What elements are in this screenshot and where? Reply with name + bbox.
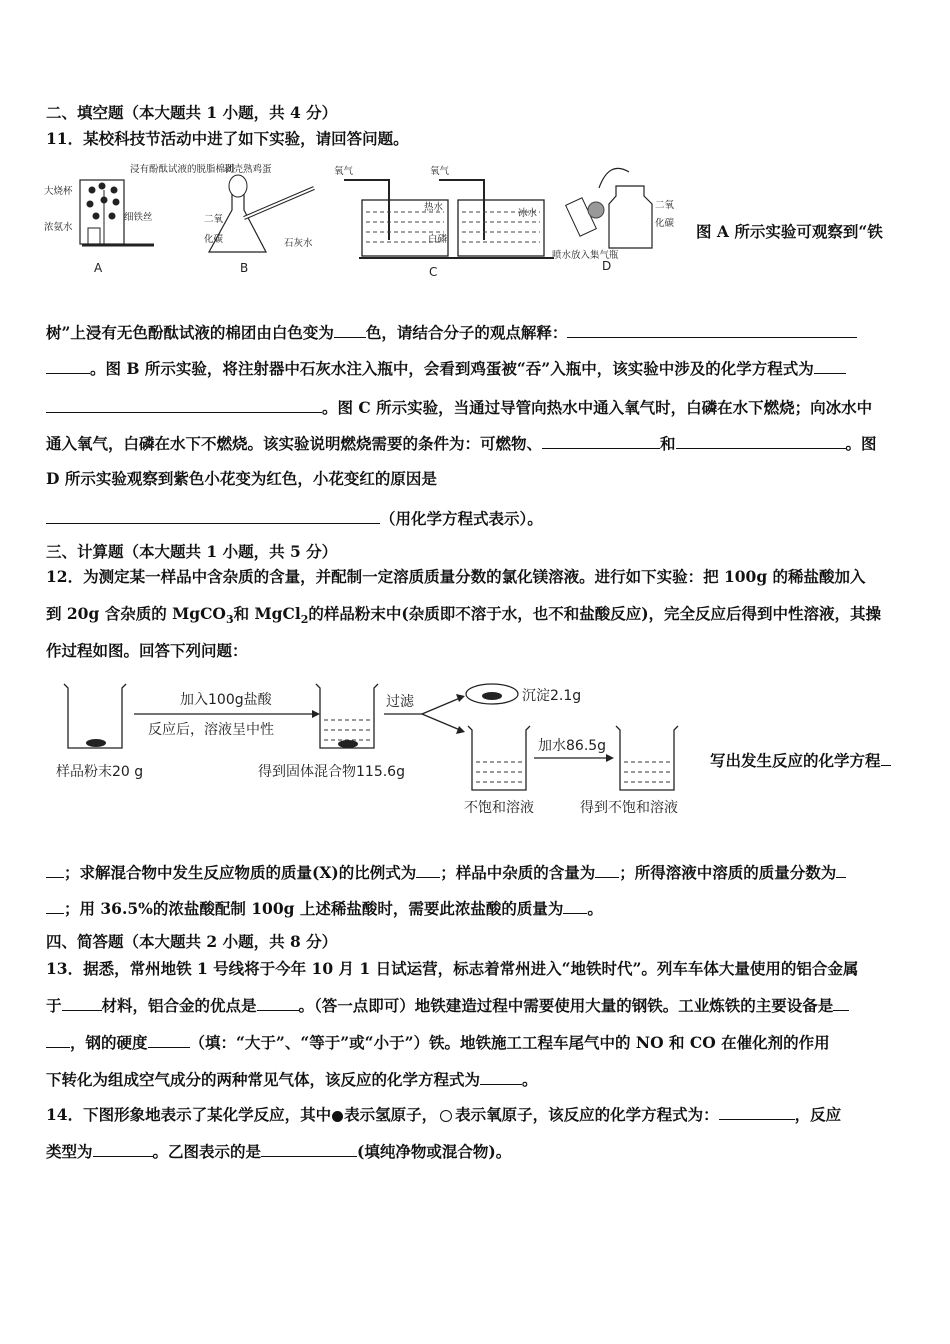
- q14-line1: 14．下图形象地表示了某化学反应，其中 表示氢原子， 表示氧原子，该反应的化学方程式为： ，反应: [46, 1105, 842, 1124]
- fig-a-beaker-label: 大烧杯: [44, 186, 73, 197]
- section2-heading: 二、填空题（本大题共 1 小题，共 4 分）: [46, 103, 338, 122]
- fig-c-phosphorus-label: 白磷: [428, 234, 448, 245]
- fig-a-cotton-label: 浸有酚酞试液的脱脂棉团: [130, 164, 235, 175]
- flow-unsat2-label: 得到不饱和溶液: [580, 800, 678, 816]
- answer-blank[interactable]: [148, 1031, 190, 1048]
- q11-line2: 。图 B 所示实验，将注射器中石灰水注入瓶中，会看到鸡蛋被“吞”入瓶中，该实验中涉及的化学方程式为: [46, 357, 846, 380]
- answer-blank[interactable]: [46, 897, 64, 914]
- q12-side-text: 写出发生反应的化学方程: [710, 749, 891, 772]
- answer-blank[interactable]: [595, 861, 619, 878]
- flow-unsat1-label: 不饱和溶液: [464, 800, 534, 816]
- fig-d-co2-line2: 化碳: [655, 218, 675, 229]
- answer-blank[interactable]: [676, 432, 846, 449]
- answer-blank[interactable]: [833, 994, 849, 1011]
- q12-line1: 12．为测定某一样品中含杂质的含量，并配制一定溶质质量分数的氯化镁溶液。进行如下实验：把 100g 的稀盐酸加入: [46, 567, 866, 586]
- q13-line3: ，钢的硬度 （填：“大于”、“等于”或“小于”）铁。地铁施工工程车尾气中的 NO 和 CO 在催化剂的作用: [46, 1031, 830, 1054]
- q11-line6: （用化学方程式表示）。: [46, 507, 543, 530]
- hydrogen-atom-icon: [332, 1111, 343, 1122]
- flow-neutral-label: 反应后，溶液呈中性: [148, 722, 274, 738]
- figure-c: [334, 165, 554, 279]
- answer-blank[interactable]: [563, 897, 587, 914]
- answer-blank[interactable]: [836, 861, 846, 878]
- q14-line2: 类型为 。乙图表示的是 (填纯净物或混合物)。: [46, 1142, 512, 1161]
- flow-mixture-label: 得到固体混合物115.6g: [258, 764, 405, 780]
- q11-figures: [44, 160, 694, 285]
- flow-filter-label: 过滤: [386, 694, 414, 710]
- q12-line4: ；求解混合物中发生反应物质的质量(X)的比例式为 ；样品中杂质的含量为 ；所得溶液中溶质的质量分数为: [46, 861, 846, 884]
- q13-line2: 于 材料，铝合金的优点是 。（答一点即可）地铁建造过程中需要使用大量的钢铁。工业炼铁的主要设备是: [46, 994, 849, 1017]
- fig-c-label: C: [429, 265, 438, 279]
- fig-a-ammonia-label: 浓氨水: [44, 222, 73, 233]
- fig-b-co2-line1: 二氧: [204, 214, 224, 225]
- q13-line4: 下转化为组成空气成分的两种常见气体，该反应的化学方程式为 。: [46, 1070, 538, 1089]
- figure-d: [552, 168, 675, 273]
- answer-blank[interactable]: [62, 994, 102, 1011]
- q11-stem: 11．某校科技节活动中进了如下实验，请回答问题。: [46, 129, 409, 148]
- fig-d-co2-line1: 二氧: [655, 200, 675, 211]
- flow-sample-label: 样品粉末20 g: [56, 764, 144, 780]
- fig-b-egg-label: 剥壳熟鸡蛋: [224, 164, 272, 175]
- flow-precipitate-label: 沉淀2.1g: [522, 688, 582, 704]
- fig-c-o2-right: 氧气: [430, 166, 450, 177]
- fig-b-lime-label: 石灰水: [284, 238, 313, 249]
- section3-heading: 三、计算题（本大题共 1 小题，共 5 分）: [46, 542, 338, 561]
- section4-heading: 四、简答题（本大题共 2 小题，共 8 分）: [46, 932, 338, 951]
- answer-blank[interactable]: [881, 749, 891, 766]
- fig-d-label: D: [602, 259, 612, 273]
- q11-line3: 。图 C 所示实验，当通过导管向热水中通入氧气时，白磷在水下燃烧；向冰水中: [46, 396, 872, 419]
- fig-a-wire-label: 细铁丝: [124, 212, 153, 223]
- answer-blank[interactable]: [567, 321, 857, 338]
- answer-blank[interactable]: [46, 861, 64, 878]
- q11-line5: D 所示实验观察到紫色小花变为红色，小花变红的原因是: [46, 469, 437, 488]
- fig-a-label: A: [94, 261, 103, 275]
- fig-c-o2-left: 氧气: [334, 166, 354, 177]
- answer-blank[interactable]: [416, 861, 440, 878]
- q12-line3: 作过程如图。回答下列问题：: [46, 641, 248, 660]
- answer-blank[interactable]: [814, 357, 846, 374]
- q11-line4: 通入氧气，白磷在水下不燃烧。该实验说明燃烧需要的条件为：可燃物、 和 。图: [46, 434, 877, 453]
- answer-blank[interactable]: [480, 1068, 522, 1085]
- oxygen-atom-icon: [440, 1110, 452, 1122]
- flow-add-water-label: 加水86.5g: [538, 738, 607, 754]
- answer-blank[interactable]: [46, 507, 380, 524]
- answer-blank[interactable]: [93, 1140, 153, 1157]
- fig-c-ice-label: 冰水: [518, 208, 538, 219]
- figure-b: [204, 163, 314, 275]
- answer-blank[interactable]: [261, 1140, 357, 1157]
- fig-b-co2-line2: 化碳: [204, 234, 224, 245]
- q12-line5: ；用 36.5%的浓盐酸配制 100g 上述稀盐酸时，需要此浓盐酸的质量为 。: [46, 897, 603, 920]
- answer-blank[interactable]: [46, 357, 90, 374]
- q12-flow-diagram: [50, 676, 710, 826]
- answer-blank[interactable]: [334, 321, 366, 338]
- answer-blank[interactable]: [257, 994, 299, 1011]
- answer-blank[interactable]: [719, 1103, 795, 1120]
- answer-blank[interactable]: [46, 1031, 70, 1048]
- answer-blank[interactable]: [542, 432, 660, 449]
- fig-d-spray-label: 喷水放入集气瓶: [552, 250, 619, 261]
- fig-c-hotwater-label: 热水: [424, 202, 444, 213]
- q11-line1: 树”上浸有无色酚酞试液的棉团由白色变为 色，请结合分子的观点解释：: [46, 321, 857, 344]
- answer-blank[interactable]: [46, 396, 322, 413]
- fig-b-label: B: [240, 261, 249, 275]
- q11-side-text: 图 A 所示实验可观察到“铁: [696, 222, 883, 241]
- flow-add-acid-label: 加入100g盐酸: [180, 692, 272, 708]
- q13-line1: 13．据悉，常州地铁 1 号线将于今年 10 月 1 日试运营，标志着常州进入“地铁时代”。列车车体大量使用的铝合金属: [46, 959, 859, 978]
- q12-line2: 到 20g 含杂质的 MgCO$_3$和 MgCl$_2$的样品粉末中(杂质即不溶于水，也不和盐酸反应)，完全反应后得到中性溶液，其操: [46, 604, 882, 627]
